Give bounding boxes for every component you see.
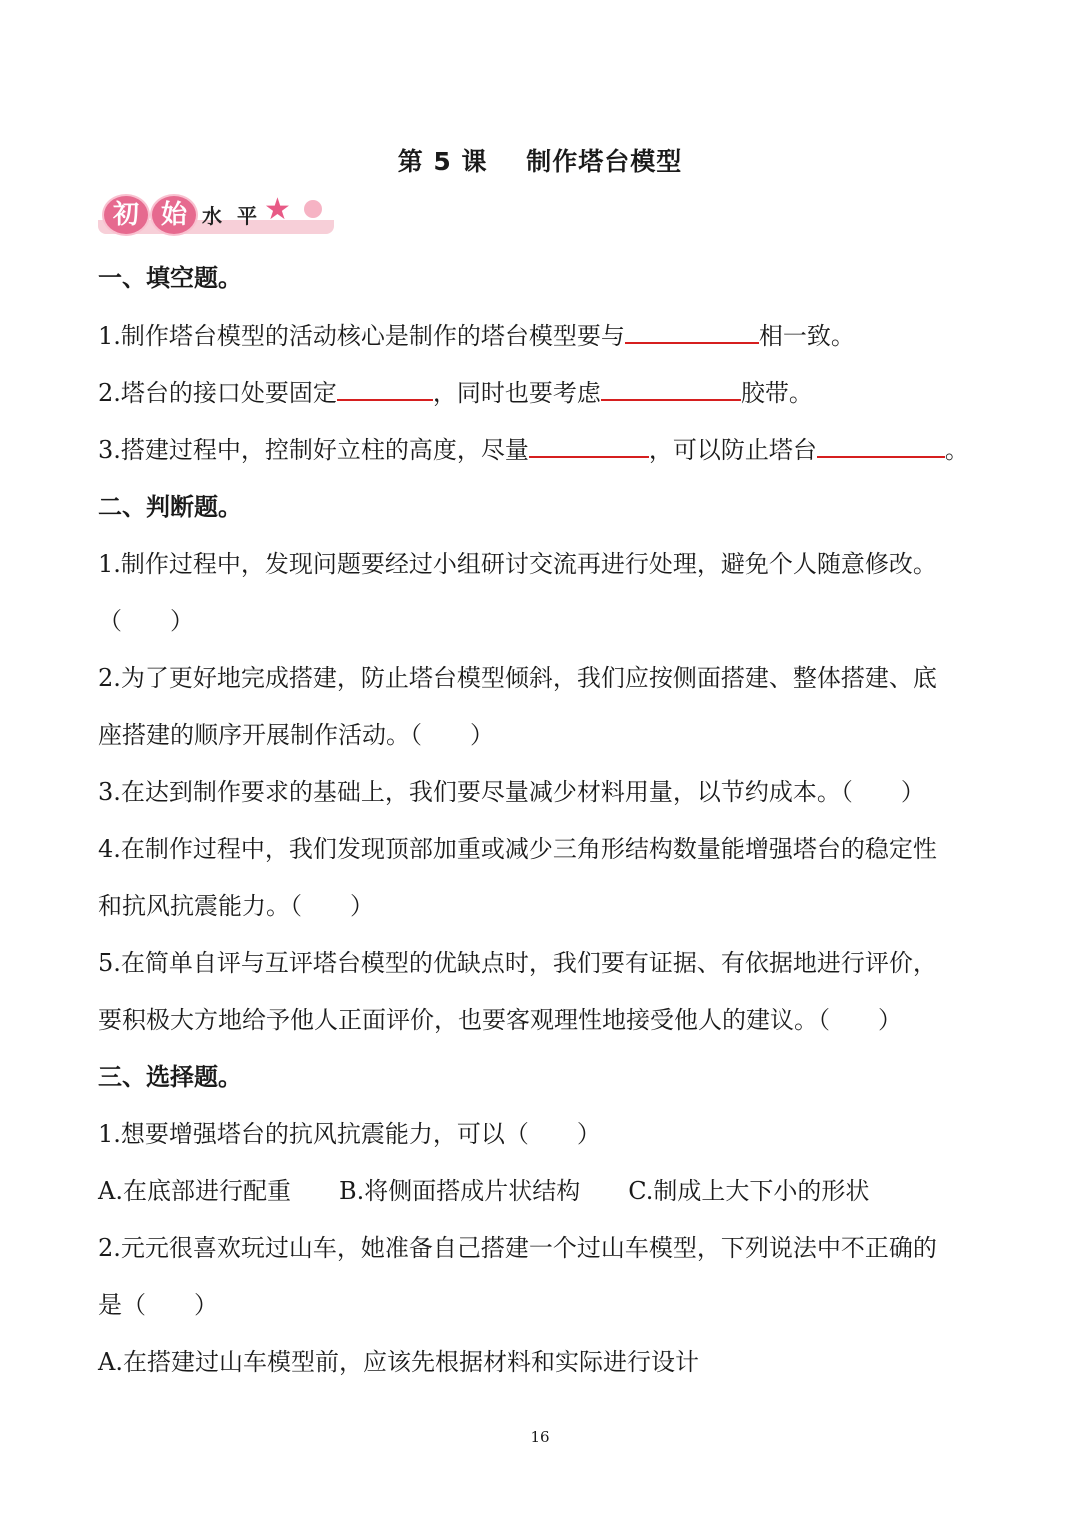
star-icon: ★	[264, 192, 291, 227]
judge-q2-line-1: 2.为了更好地完成搭建，防止塔台模型倾斜，我们应按侧面搭建、整体搭建、底	[98, 664, 937, 692]
judge-q3-line-1: 3.在达到制作要求的基础上，我们要尽量减少材料用量，以节约成本。（ ）	[98, 778, 925, 806]
badge-level-text: 水 平	[202, 204, 261, 228]
fill-q3-blank-2[interactable]	[817, 434, 945, 458]
section-heading-judge: 二、判断题。	[98, 493, 242, 521]
page-title: 第 5 课 制作塔台模型	[397, 147, 683, 176]
section-heading-fill: 一、填空题。	[98, 264, 242, 292]
judge-q5-line-2: 要积极大方地给予他人正面评价，也要客观理性地接受他人的建议。（ ）	[98, 1006, 902, 1034]
level-badge	[98, 190, 334, 242]
fill-q3-text-a: 3.搭建过程中，控制好立柱的高度，尽量	[98, 436, 529, 464]
fill-question-1	[98, 316, 855, 351]
judge-q1-answer-paren[interactable]: （ ）	[98, 607, 194, 635]
fill-q2-blank-2[interactable]	[601, 377, 741, 401]
judge-q1-line-1: 1.制作过程中，发现问题要经过小组研讨交流再进行处理，避免个人随意修改。	[98, 550, 937, 578]
judge-q4-line-1: 4.在制作过程中，我们发现顶部加重或减少三角形结构数量能增强塔台的稳定性	[98, 835, 937, 863]
fill-q2-text-c: 胶带。	[740, 379, 813, 407]
page-number: 16	[530, 1428, 550, 1446]
bubble-dot-icon	[304, 200, 322, 218]
badge-char-2: 始	[150, 194, 198, 236]
judge-q2-line-2: 座搭建的顺序开展制作活动。（ ）	[98, 721, 494, 749]
fill-question-2	[98, 373, 813, 408]
fill-question-3	[98, 430, 969, 465]
fill-q1-blank[interactable]	[625, 320, 759, 344]
choice-q2-line-2: 是（ ）	[98, 1291, 218, 1319]
fill-q1-text-a: 1.制作塔台模型的活动核心是制作的塔台模型要与	[98, 322, 625, 350]
fill-q3-text-c: 。	[944, 436, 969, 464]
choice-q2-option-a: A.在搭建过山车模型前，应该先根据材料和实际进行设计	[98, 1348, 699, 1376]
judge-q5-line-1: 5.在简单自评与互评塔台模型的优缺点时，我们要有证据、有依据地进行评价，	[98, 949, 937, 977]
fill-q2-text-a: 2.塔台的接口处要固定	[98, 379, 337, 407]
choice-q1: 1.想要增强塔台的抗风抗震能力，可以（ ）	[98, 1120, 601, 1148]
fill-q3-text-b: ，可以防止塔台	[648, 436, 817, 464]
fill-q1-text-b: 相一致。	[758, 322, 855, 350]
choice-q1-options: A.在底部进行配重 B.将侧面搭成片状结构 C.制成上大下小的形状	[98, 1177, 870, 1205]
section-heading-choice: 三、选择题。	[98, 1063, 242, 1091]
badge-char-1: 初	[102, 194, 150, 236]
fill-q2-blank-1[interactable]	[337, 377, 433, 401]
judge-q4-line-2: 和抗风抗震能力。（ ）	[98, 892, 374, 920]
fill-q2-text-b: ，同时也要考虑	[432, 379, 601, 407]
fill-q3-blank-1[interactable]	[529, 434, 649, 458]
choice-q2-line-1: 2.元元很喜欢玩过山车，她准备自己搭建一个过山车模型，下列说法中不正确的	[98, 1234, 937, 1262]
